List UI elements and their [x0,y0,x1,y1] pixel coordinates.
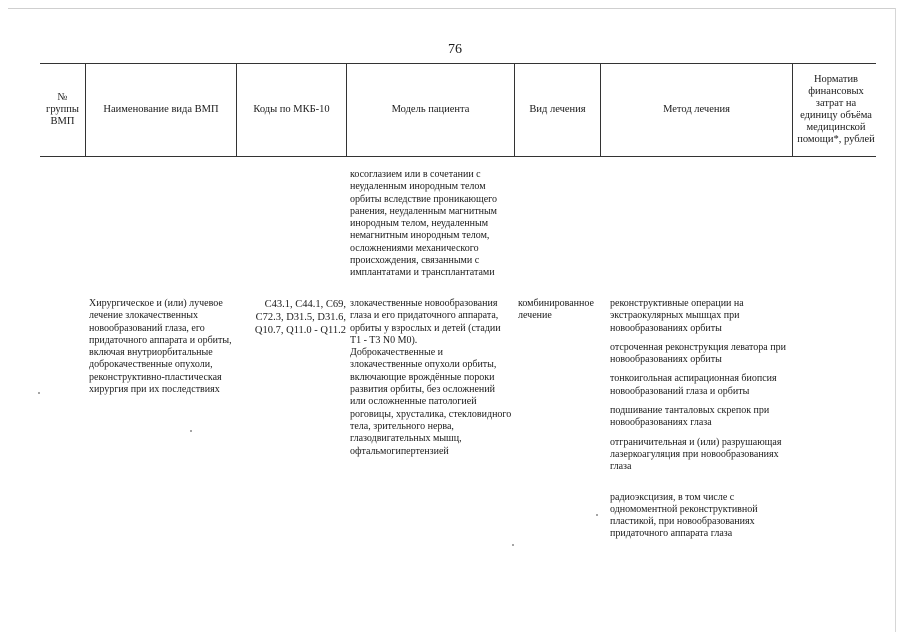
page-top-border [8,8,896,9]
page-number: 76 [448,42,462,57]
header-cost-norm: Норматив финансовых затрат на единицу объёма медицинской помощи*, рублей [797,74,875,145]
scan-speck [190,430,192,432]
header-treatment-type: Вид лечения [529,104,586,115]
method-item: отсроченная реконструкция леватора при новообразованиях орбиты [610,341,786,366]
scan-speck [512,544,514,546]
patient-model-continuation: косоглазием или в сочетании с неудаленным инородным телом орбиты вследствие проникающего ранения, неудаленным магнитным инородным телом, неудаленным немагнитным инородным телом, осложнениями механического происхождения, связанными с имплантатами и трансплантатами [350,169,498,279]
method-item: подшивание танталовых скрепок при новообразованиях глаза [610,405,770,429]
method-item: реконструктивные операции на экстраокулярных мышцах при новообразованиях орбиты [610,298,744,334]
patient-model-cell [350,298,512,458]
header-icd-codes: Коды по МКБ-10 [253,104,330,115]
header-bottom-rule [40,156,876,157]
header-method: Метод лечения [663,104,730,115]
page-right-border [895,8,896,632]
treatment-type-cell: комбинированное лечение [518,298,594,322]
header-group-no: № группы ВМП [46,92,79,127]
header-patient-model: Модель пациента [391,104,470,115]
header-vmp-name: Наименование вида ВМП [103,104,219,115]
icd-codes-cell: C43.1, C44.1, C69, C72.3, D31.5, D31.6, Q10.7, Q11.0 - Q11.2 [254,299,346,336]
vmp-name-cell: Хирургическое и (или) лучевое лечение злокачественных новообразований глаза, его придаточного аппарата и орбиты, включая внутриорбитальные доброкачественные опухоли, реконструктивно-пластическая хирургия при их последствиях [89,298,232,396]
col-divider [792,63,793,157]
method-cell [610,298,788,548]
method-item: отграничительная и (или) разрушающая лазеркоагуляция при новообразованиях глаза [610,436,782,473]
method-item: радиоэксцизия, в том числе с одномоментной реконструктивной пластикой, при новообразованиях придаточного аппарата глаза [610,491,758,540]
scan-speck [596,514,598,516]
scan-speck [38,392,40,394]
patient-model-malignant: злокачественные новообразования глаза и его придаточного аппарата, орбиты у взрослых и детей (стадии T1 - T3 N0 M0). [350,298,501,346]
method-item: тонкоигольная аспирационная биопсия новообразований глаза и орбиты [610,373,777,397]
patient-model-benign: Доброкачественные и злокачественные опухоли орбиты, включающие врождённые пороки развития орбиты, без осложнений или осложненные патологией роговицы, хрусталика, стекловидного тела, зрительного нерва, глазодвигательных мышц, офтальмогипертензией [350,347,512,457]
